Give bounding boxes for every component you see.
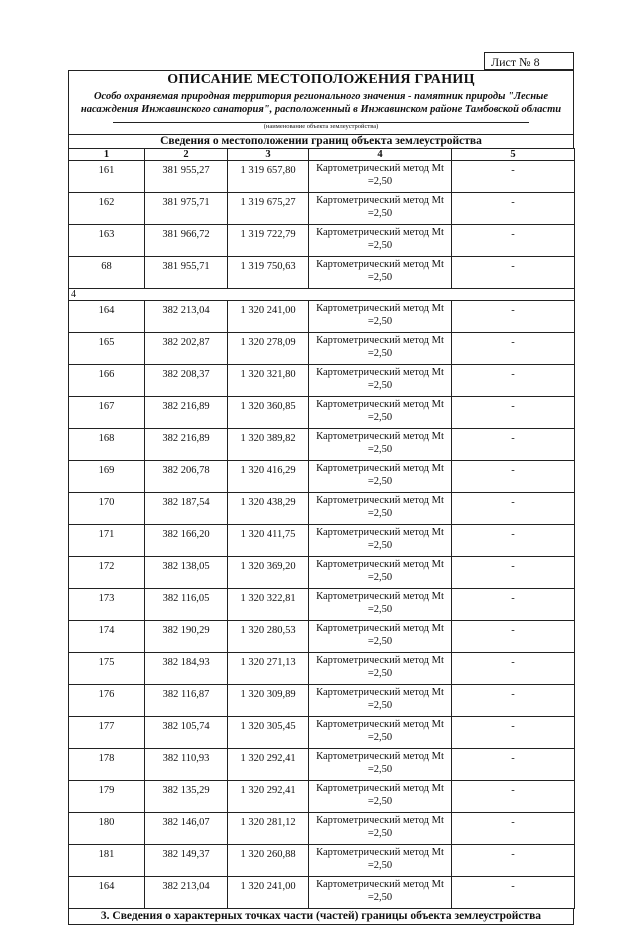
coord-y: 1 320 271,13 [228, 653, 309, 685]
table-row [69, 429, 575, 461]
point-number: 177 [69, 717, 145, 749]
note-cell: - [452, 333, 575, 365]
point-number: 163 [69, 225, 145, 257]
point-number: 166 [69, 365, 145, 397]
column-header: 3 [228, 149, 309, 161]
method-cell: Картометрический метод Mt =2,50 [309, 845, 452, 877]
coord-x: 382 166,20 [145, 525, 228, 557]
coord-y: 1 320 292,41 [228, 781, 309, 813]
point-number: 168 [69, 429, 145, 461]
page-title: ОПИСАНИЕ МЕСТОПОЛОЖЕНИЯ ГРАНИЦ [167, 72, 475, 87]
note-cell: - [452, 301, 575, 333]
point-number: 164 [69, 301, 145, 333]
coord-y: 1 319 675,27 [228, 193, 309, 225]
coord-y: 1 320 411,75 [228, 525, 309, 557]
table-row [69, 877, 575, 909]
column-header-row [69, 149, 575, 161]
note-cell: - [452, 397, 575, 429]
table-row [69, 225, 575, 257]
coord-y: 1 320 321,80 [228, 365, 309, 397]
note-cell: - [452, 257, 575, 289]
note-cell: - [452, 225, 575, 257]
method-cell: Картометрический метод Mt =2,50 [309, 525, 452, 557]
coord-x: 382 190,29 [145, 621, 228, 653]
section-title: Сведения о местоположении границ объекта землеустройства [68, 134, 574, 148]
note-cell: - [452, 589, 575, 621]
table-row [69, 621, 575, 653]
method-cell: Картометрический метод Mt =2,50 [309, 161, 452, 193]
method-cell: Картометрический метод Mt =2,50 [309, 685, 452, 717]
point-number: 176 [69, 685, 145, 717]
coord-x: 382 138,05 [145, 557, 228, 589]
table-row [69, 397, 575, 429]
point-number: 173 [69, 589, 145, 621]
table-row [69, 301, 575, 333]
note-cell: - [452, 429, 575, 461]
coord-x: 382 105,74 [145, 717, 228, 749]
coord-x: 382 187,54 [145, 493, 228, 525]
method-cell: Картометрический метод Mt =2,50 [309, 749, 452, 781]
note-cell: - [452, 365, 575, 397]
coord-y: 1 320 241,00 [228, 301, 309, 333]
note-cell: - [452, 621, 575, 653]
coord-y: 1 320 322,81 [228, 589, 309, 621]
table-row [69, 525, 575, 557]
coord-y: 1 320 305,45 [228, 717, 309, 749]
coord-y: 1 320 281,12 [228, 813, 309, 845]
method-cell: Картометрический метод Mt =2,50 [309, 621, 452, 653]
table-row [69, 493, 575, 525]
coord-x: 381 955,27 [145, 161, 228, 193]
point-number: 178 [69, 749, 145, 781]
method-cell: Картометрический метод Mt =2,50 [309, 397, 452, 429]
table-row [69, 813, 575, 845]
coord-y: 1 320 292,41 [228, 749, 309, 781]
point-number: 180 [69, 813, 145, 845]
point-number: 170 [69, 493, 145, 525]
note-cell: - [452, 749, 575, 781]
method-cell: Картометрический метод Mt =2,50 [309, 589, 452, 621]
point-number: 162 [69, 193, 145, 225]
sheet-number: Лист № 8 [484, 52, 574, 70]
table-row [69, 685, 575, 717]
contour-number: 4 [69, 289, 575, 301]
column-header: 1 [69, 149, 145, 161]
table-row [69, 257, 575, 289]
section-3-title: 3. Сведения о характерных точках части (частей) границы объекта землеустройства [68, 909, 574, 925]
coord-y: 1 319 722,79 [228, 225, 309, 257]
method-cell: Картометрический метод Mt =2,50 [309, 461, 452, 493]
coord-x: 382 116,05 [145, 589, 228, 621]
method-cell: Картометрический метод Mt =2,50 [309, 333, 452, 365]
method-cell: Картометрический метод Mt =2,50 [309, 813, 452, 845]
coord-y: 1 320 360,85 [228, 397, 309, 429]
table-row [69, 365, 575, 397]
object-caption: (наименование объекта землеустройства) [263, 123, 379, 130]
coord-x: 382 149,37 [145, 845, 228, 877]
note-cell: - [452, 557, 575, 589]
point-number: 181 [69, 845, 145, 877]
coord-x: 382 208,37 [145, 365, 228, 397]
coordinates-table [68, 148, 575, 909]
point-number: 169 [69, 461, 145, 493]
table-row [69, 845, 575, 877]
coord-x: 382 135,29 [145, 781, 228, 813]
object-name: Особо охраняемая природная территория регионального значения - памятник природы "Лесные насаждения Инжавинского санатория", расположенный в Инжавинском районе Тамбовской области [80, 91, 562, 115]
table-row [69, 781, 575, 813]
column-header: 5 [452, 149, 575, 161]
note-cell: - [452, 161, 575, 193]
coord-x: 382 216,89 [145, 397, 228, 429]
contour-row [69, 289, 575, 301]
method-cell: Картометрический метод Mt =2,50 [309, 193, 452, 225]
note-cell: - [452, 845, 575, 877]
note-cell: - [452, 461, 575, 493]
table-row [69, 653, 575, 685]
point-number: 171 [69, 525, 145, 557]
method-cell: Картометрический метод Mt =2,50 [309, 429, 452, 461]
coord-y: 1 320 438,29 [228, 493, 309, 525]
coord-x: 381 975,71 [145, 193, 228, 225]
coord-x: 382 184,93 [145, 653, 228, 685]
coord-x: 382 116,87 [145, 685, 228, 717]
method-cell: Картометрический метод Mt =2,50 [309, 301, 452, 333]
coord-x: 381 966,72 [145, 225, 228, 257]
coord-y: 1 320 241,00 [228, 877, 309, 909]
coord-x: 382 202,87 [145, 333, 228, 365]
coord-x: 382 213,04 [145, 877, 228, 909]
method-cell: Картометрический метод Mt =2,50 [309, 653, 452, 685]
coord-x: 382 206,78 [145, 461, 228, 493]
coord-y: 1 320 416,29 [228, 461, 309, 493]
coord-x: 382 216,89 [145, 429, 228, 461]
note-cell: - [452, 717, 575, 749]
method-cell: Картометрический метод Mt =2,50 [309, 717, 452, 749]
method-cell: Картометрический метод Mt =2,50 [309, 365, 452, 397]
coord-x: 382 146,07 [145, 813, 228, 845]
table-row [69, 461, 575, 493]
coord-y: 1 320 369,20 [228, 557, 309, 589]
coord-y: 1 320 309,89 [228, 685, 309, 717]
note-cell: - [452, 525, 575, 557]
note-cell: - [452, 781, 575, 813]
point-number: 165 [69, 333, 145, 365]
point-number: 172 [69, 557, 145, 589]
note-cell: - [452, 685, 575, 717]
method-cell: Картометрический метод Mt =2,50 [309, 557, 452, 589]
point-number: 174 [69, 621, 145, 653]
table-row [69, 749, 575, 781]
method-cell: Картометрический метод Mt =2,50 [309, 781, 452, 813]
document-header [68, 70, 574, 134]
note-cell: - [452, 813, 575, 845]
table-row [69, 161, 575, 193]
method-cell: Картометрический метод Mt =2,50 [309, 257, 452, 289]
coord-x: 382 110,93 [145, 749, 228, 781]
document [68, 70, 574, 925]
coord-y: 1 320 260,88 [228, 845, 309, 877]
point-number: 167 [69, 397, 145, 429]
column-header: 4 [309, 149, 452, 161]
coord-y: 1 320 278,09 [228, 333, 309, 365]
note-cell: - [452, 877, 575, 909]
point-number: 161 [69, 161, 145, 193]
table-row [69, 589, 575, 621]
table-row [69, 333, 575, 365]
method-cell: Картометрический метод Mt =2,50 [309, 493, 452, 525]
note-cell: - [452, 493, 575, 525]
coord-y: 1 319 750,63 [228, 257, 309, 289]
coord-x: 381 955,71 [145, 257, 228, 289]
point-number: 164 [69, 877, 145, 909]
method-cell: Картометрический метод Mt =2,50 [309, 225, 452, 257]
note-cell: - [452, 193, 575, 225]
point-number: 175 [69, 653, 145, 685]
method-cell: Картометрический метод Mt =2,50 [309, 877, 452, 909]
note-cell: - [452, 653, 575, 685]
coord-x: 382 213,04 [145, 301, 228, 333]
table-row [69, 717, 575, 749]
table-row [69, 193, 575, 225]
point-number: 68 [69, 257, 145, 289]
coord-y: 1 319 657,80 [228, 161, 309, 193]
column-header: 2 [145, 149, 228, 161]
table-row [69, 557, 575, 589]
coord-y: 1 320 280,53 [228, 621, 309, 653]
coord-y: 1 320 389,82 [228, 429, 309, 461]
point-number: 179 [69, 781, 145, 813]
